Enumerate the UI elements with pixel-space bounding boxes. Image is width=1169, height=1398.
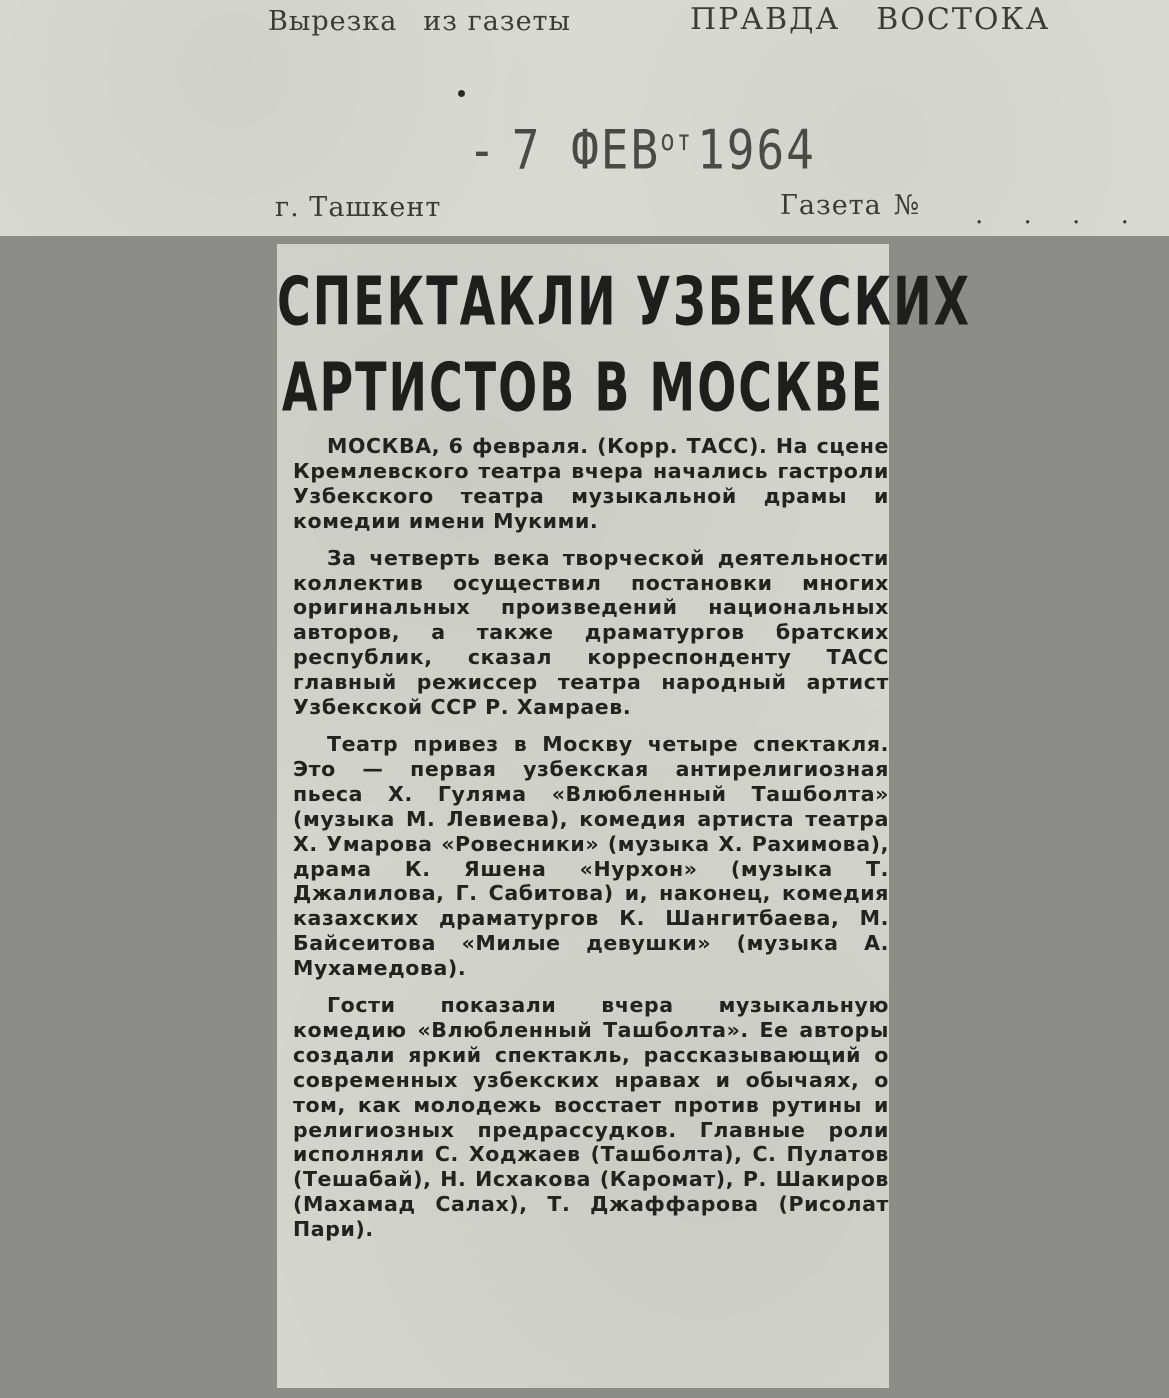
number-sign: № <box>893 190 921 221</box>
date-stamp-day-month: 7 ФЕВ <box>511 118 661 182</box>
article-body <box>293 434 889 1254</box>
cut-label-word: Вырезка <box>268 6 398 37</box>
article-paragraph: Театр привез в Москву четыре спектакля. Это — первая узбекская антирелигиозная пьеса Х. Гуляма «Влюбленный Ташболта» (музыка М. Левиева), комедия артиста театра Х. Умарова «Ровесники» (музыка Х. Рахимова), драма К. Яшена «Нурхон» (музыка Т. Джалилова, Г. Сабитова) и, наконец, комедия казахских драматургов К. Шангитбаева, М. Байсеитова «Милые девушки» (музыка А. Мухамедова). <box>293 731 889 981</box>
date-stamp <box>468 118 816 182</box>
clipping-header-strip <box>0 0 1169 236</box>
newspaper-name <box>690 2 1050 37</box>
article-paragraph: За четверть века творческой деятельности коллектив осуществил постановки многих оригинальных произведений национальных авторов, а также драматургов братских республик, сказал корреспонденту ТАСС главный режиссер театра народный артист Узбекской ССР Р. Хамраев. <box>293 545 889 720</box>
city-label: г. Ташкент <box>275 192 442 223</box>
date-stamp-dash: - <box>468 118 498 182</box>
date-stamp-year: 1964 <box>697 118 816 182</box>
cut-label-source: из газеты <box>423 6 571 37</box>
newspaper-clipping <box>277 244 972 1388</box>
newspaper-name-word1: ПРАВДА <box>690 2 841 37</box>
newspaper-number-label <box>780 190 920 221</box>
article-paragraph: МОСКВА, 6 февраля. (Корр. ТАСС). На сцене Кремлевского театра вчера начались гастроли Узбекского театра музыкальной драмы и комедии имени Мукими. <box>293 434 889 533</box>
headline-line-1: СПЕКТАКЛИ УЗБЕКСКИХ <box>277 262 972 341</box>
blank-number-dots: . . . . <box>975 200 1145 230</box>
newspaper-name-word2: ВОСТОКА <box>876 2 1051 37</box>
ink-speck <box>458 90 465 97</box>
date-stamp-from: от <box>660 123 694 157</box>
newspaper-number-word: Газета <box>780 190 882 221</box>
headline-line-2: АРТИСТОВ В МОСКВЕ <box>281 348 885 427</box>
article-paragraph: Гости показали вчера музыкальную комедию «Влюбленный Ташболта». Ее авторы создали яркий спектакль, рассказывающий о современных узбекских нравах и обычаях, о том, как молодежь восстает против рутины и религиозных предрассудков. Главные роли исполняли С. Ходжаев (Ташболта), С. Пулатов (Тешабай), Н. Исхакова (Каромат), Р. Шакиров (Махамад Салах), Т. Джаффарова (Рисолат Пари). <box>293 993 889 1242</box>
cut-label <box>268 6 571 37</box>
